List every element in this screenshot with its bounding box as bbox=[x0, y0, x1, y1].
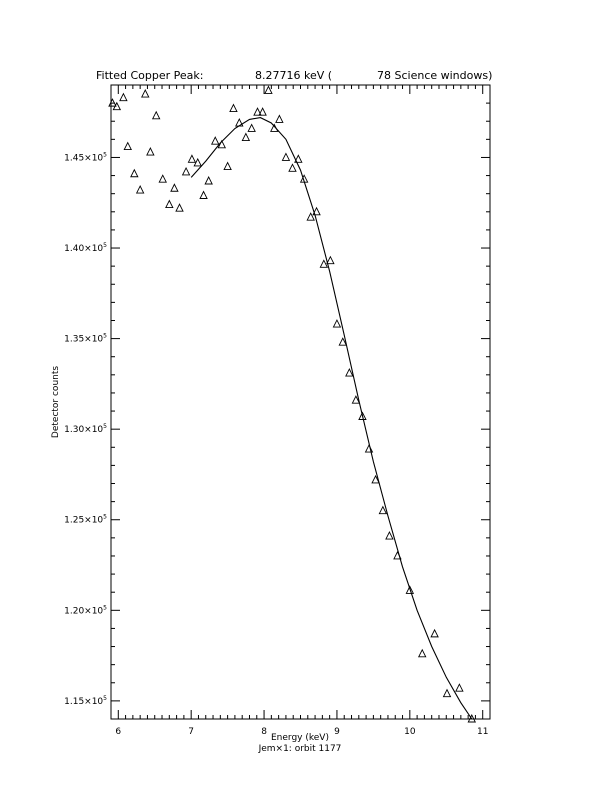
data-point bbox=[366, 445, 373, 452]
data-point bbox=[456, 684, 463, 691]
data-point bbox=[153, 112, 160, 119]
data-point bbox=[147, 148, 154, 155]
data-point bbox=[205, 177, 212, 184]
data-point bbox=[242, 134, 249, 141]
data-point bbox=[131, 170, 138, 177]
series-layer bbox=[109, 86, 475, 722]
data-point bbox=[120, 94, 127, 101]
data-point bbox=[282, 153, 289, 160]
data-point bbox=[166, 201, 173, 208]
fit-curve bbox=[191, 118, 472, 719]
data-point bbox=[431, 630, 438, 637]
y-tick-label: $1.15\times 10^5$ bbox=[64, 694, 107, 707]
y-axis-title: Detector counts bbox=[51, 365, 61, 439]
x-axis-title: Energy (keV) bbox=[271, 733, 329, 743]
data-point bbox=[419, 650, 426, 657]
data-point bbox=[333, 320, 340, 327]
data-point bbox=[188, 155, 195, 162]
data-point bbox=[137, 186, 144, 193]
x-tick-label: 6 bbox=[115, 727, 122, 737]
y-tick-label: $1.25\times 10^5$ bbox=[64, 513, 107, 526]
data-point bbox=[248, 124, 255, 131]
chart-title-part-1: Fitted Copper Peak: bbox=[96, 69, 204, 82]
y-tick-label: $1.30\times 10^5$ bbox=[64, 423, 107, 436]
y-tick-label: $1.40\times 10^5$ bbox=[64, 242, 107, 255]
x-tick-label: 10 bbox=[404, 727, 416, 737]
data-point bbox=[159, 175, 166, 182]
data-point bbox=[224, 163, 231, 170]
data-point bbox=[289, 164, 296, 171]
data-point bbox=[176, 204, 183, 211]
data-point bbox=[212, 137, 219, 144]
x-axis-ticks bbox=[111, 85, 490, 737]
plot-frame bbox=[111, 85, 490, 719]
chart-title-part-3: 78 Science windows) bbox=[377, 69, 493, 82]
x-tick-label: 8 bbox=[261, 727, 267, 737]
x-tick-label: 7 bbox=[188, 727, 195, 737]
y-axis-ticks bbox=[64, 85, 490, 719]
x-tick-label: 9 bbox=[334, 727, 340, 737]
data-point bbox=[142, 90, 149, 97]
data-point bbox=[200, 191, 207, 198]
data-point bbox=[171, 184, 178, 191]
data-point bbox=[276, 115, 283, 122]
chart-subtitle: Jem×1: orbit 1177 bbox=[258, 744, 342, 754]
y-tick-label: $1.45\times 10^5$ bbox=[64, 151, 107, 164]
data-point bbox=[320, 260, 327, 267]
y-tick-label: $1.35\times 10^5$ bbox=[64, 332, 107, 345]
data-point bbox=[124, 143, 131, 150]
data-point bbox=[183, 168, 190, 175]
data-point bbox=[386, 532, 393, 539]
x-tick-label: 11 bbox=[476, 727, 489, 737]
data-point bbox=[236, 119, 243, 126]
data-point bbox=[443, 690, 450, 697]
y-tick-label: $1.20\times 10^5$ bbox=[64, 604, 107, 617]
data-point bbox=[230, 105, 237, 112]
chart-title-part-2: 8.27716 keV ( bbox=[255, 69, 333, 82]
